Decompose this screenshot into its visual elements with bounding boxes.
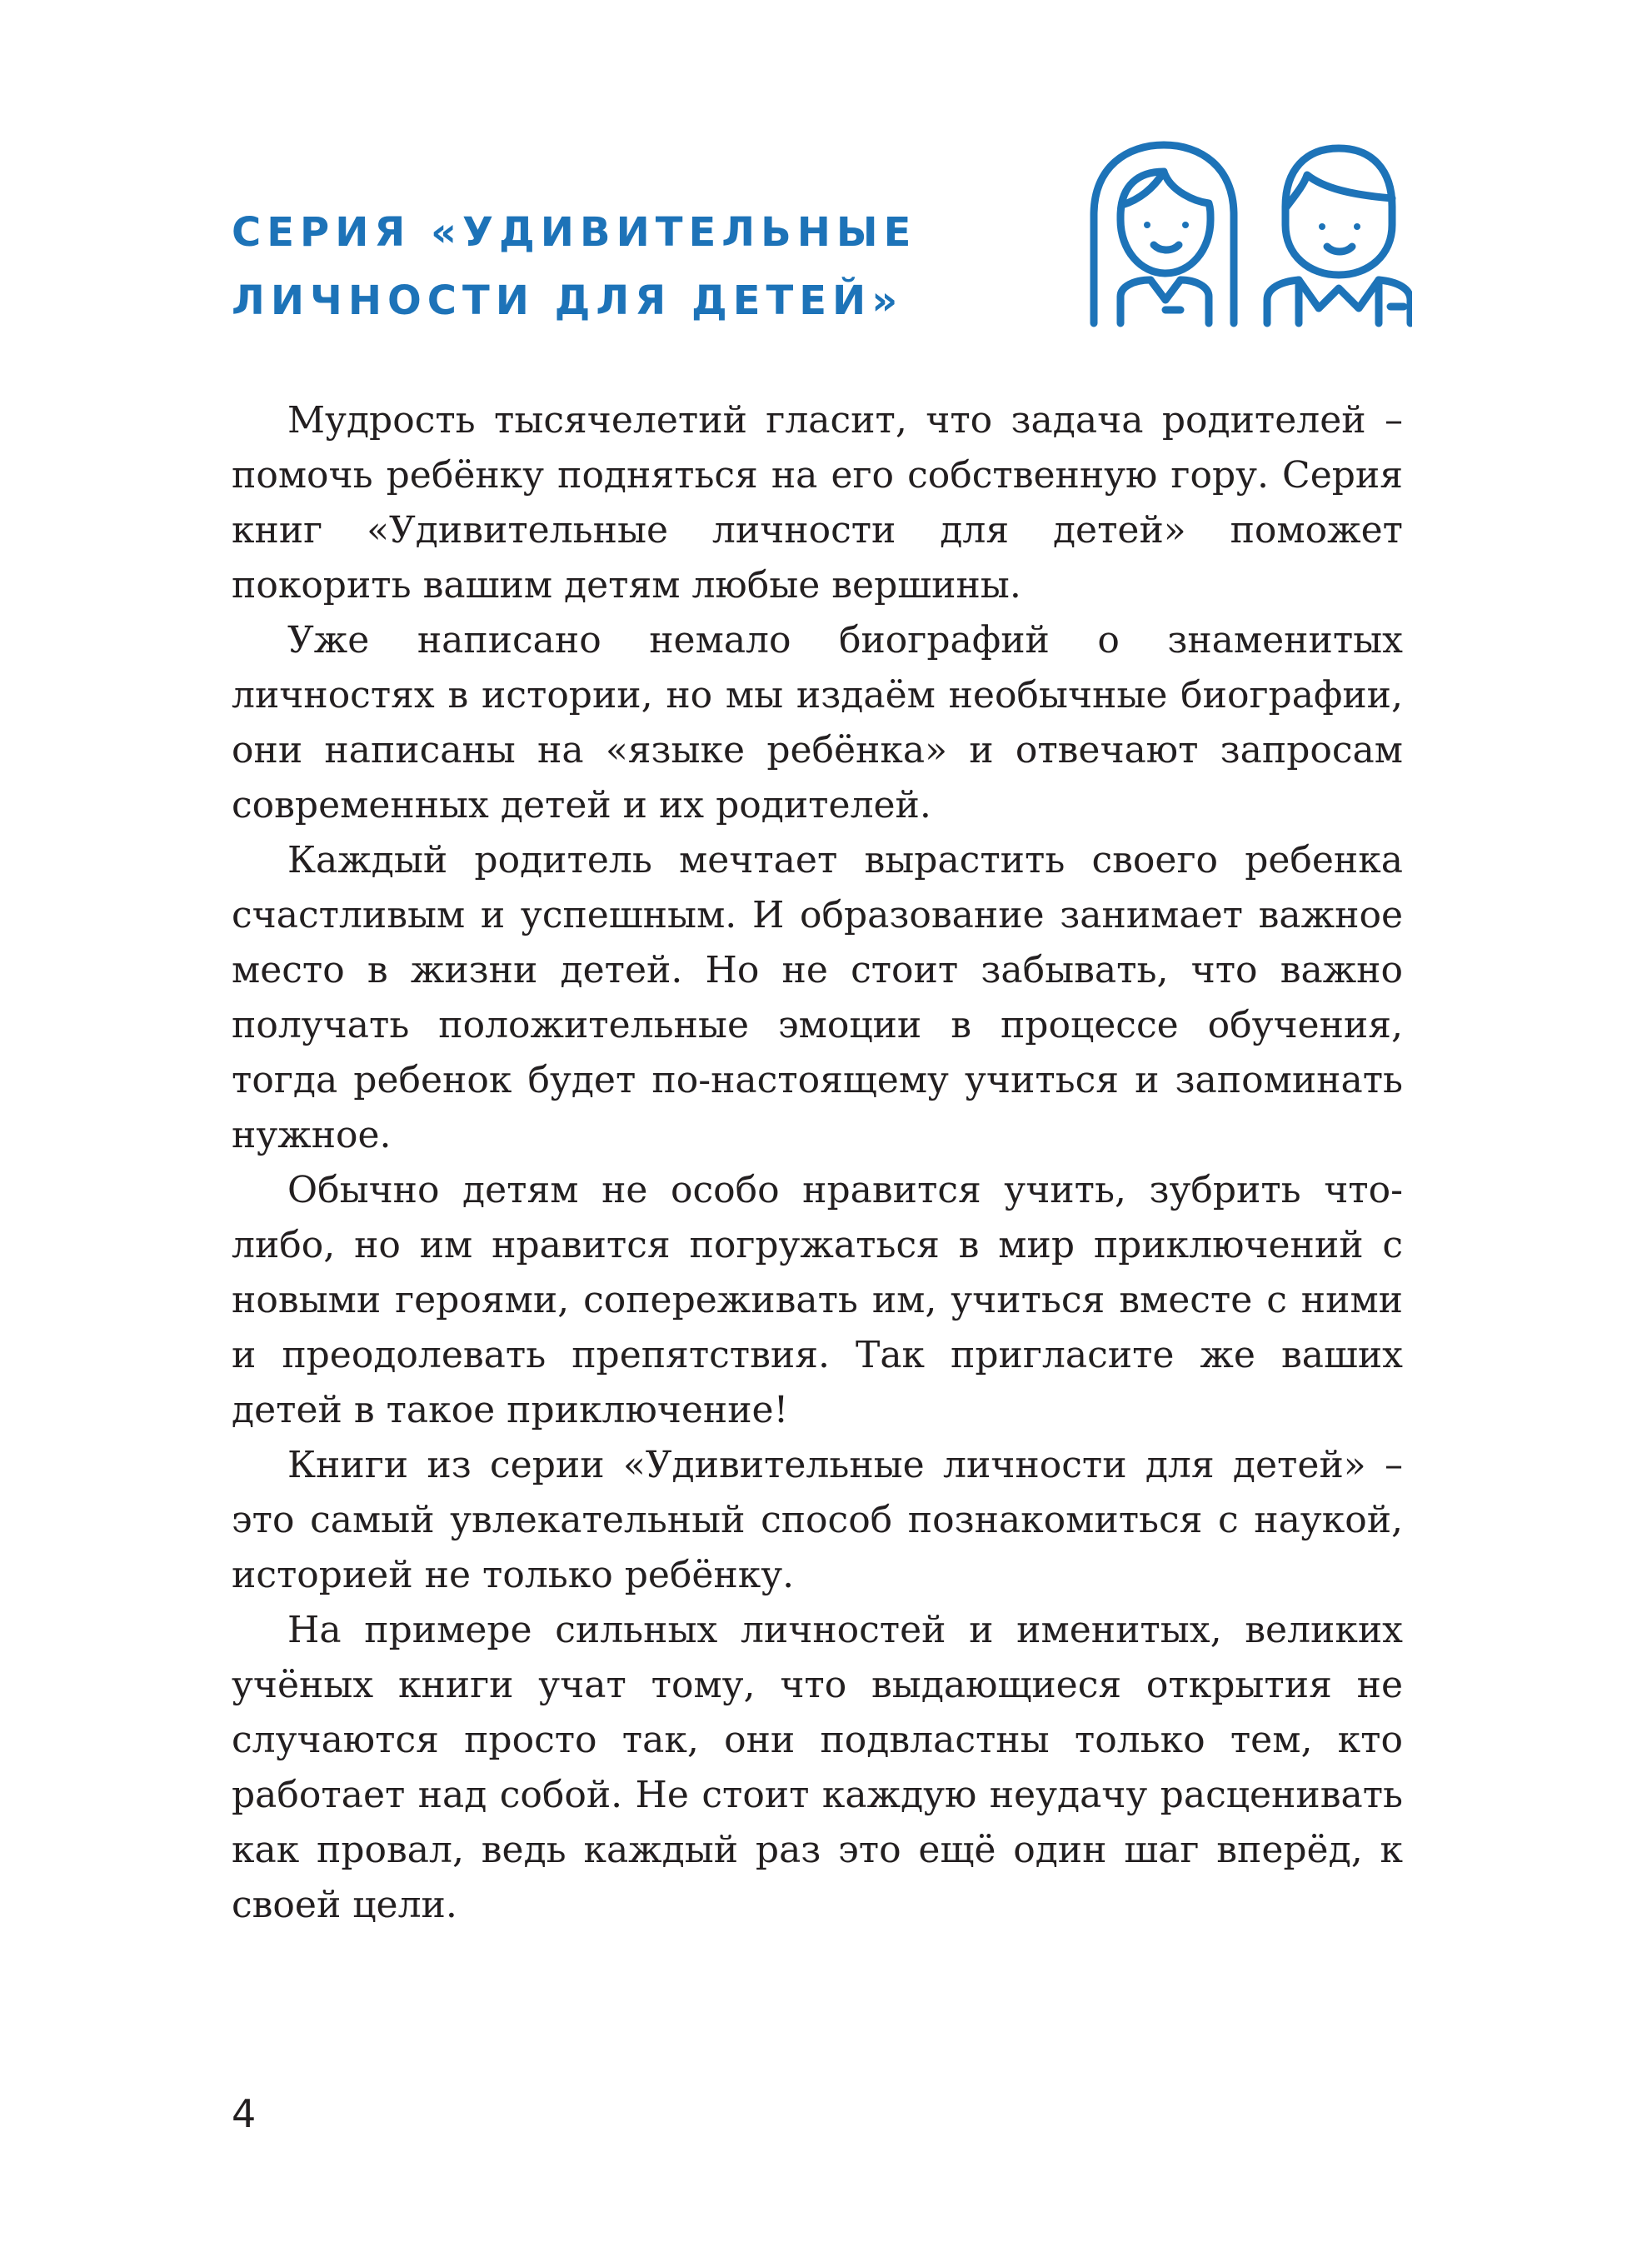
paragraph: Обычно детям не особо нравится учить, зубрить что-либо, но им нравится погружаться в мир приключений с новыми героями, сопереживать им, учиться вместе с ними и преодолевать препятствия. Так пригласите же ваших детей в такое приключение! [232,1169,1403,1431]
paragraph: Каждый родитель мечтает вырастить своего ребенка счастливым и успешным. И образование занимает важное место в жизни детей. Но не стоит забывать, что важно получать положительные эмоции в процессе обучения, тогда ребенок будет по-настоящему учиться и запоминать нужное. [232,839,1403,1156]
series-title-line-2: ЛИЧНОСТИ ДЛЯ ДЕТЕЙ» [232,277,904,324]
paragraph: На примере сильных личностей и именитых, великих учёных книги учат тому, что выдающиеся открытия не случаются просто так, они подвластны только тем, кто работает над собой. Не стоит каждую неудачу расценивать как провал, ведь каждый раз это ещё один шаг вперёд, к своей цели. [232,1609,1403,1926]
paragraph: Книги из серии «Удивительные личности для детей» – это самый увлекательный способ познакомиться с наукой, историей не только ребёнку. [232,1444,1403,1596]
series-title-line-1: СЕРИЯ «УДИВИТЕЛЬНЫЕ [232,209,917,256]
page-number: 4 [232,2091,257,2136]
body-text [232,393,1403,1933]
series-title [232,198,916,335]
girl-and-boy-icon [1087,133,1412,330]
girl-icon [1094,145,1234,323]
paragraph: Мудрость тысячелетий гласит, что задача родителей – помочь ребёнку подняться на его собственную гору. Серия книг «Удивительные личности для детей» поможет покорить вашим детям любые вершины. [232,399,1403,607]
paragraph: Уже написано немало биографий о знаменитых личностях в истории, но мы издаём необычные биографии, они написаны на «языке ребёнка» и отвечают запросам современных детей и их родителей. [232,619,1403,826]
boy-icon [1267,148,1410,323]
